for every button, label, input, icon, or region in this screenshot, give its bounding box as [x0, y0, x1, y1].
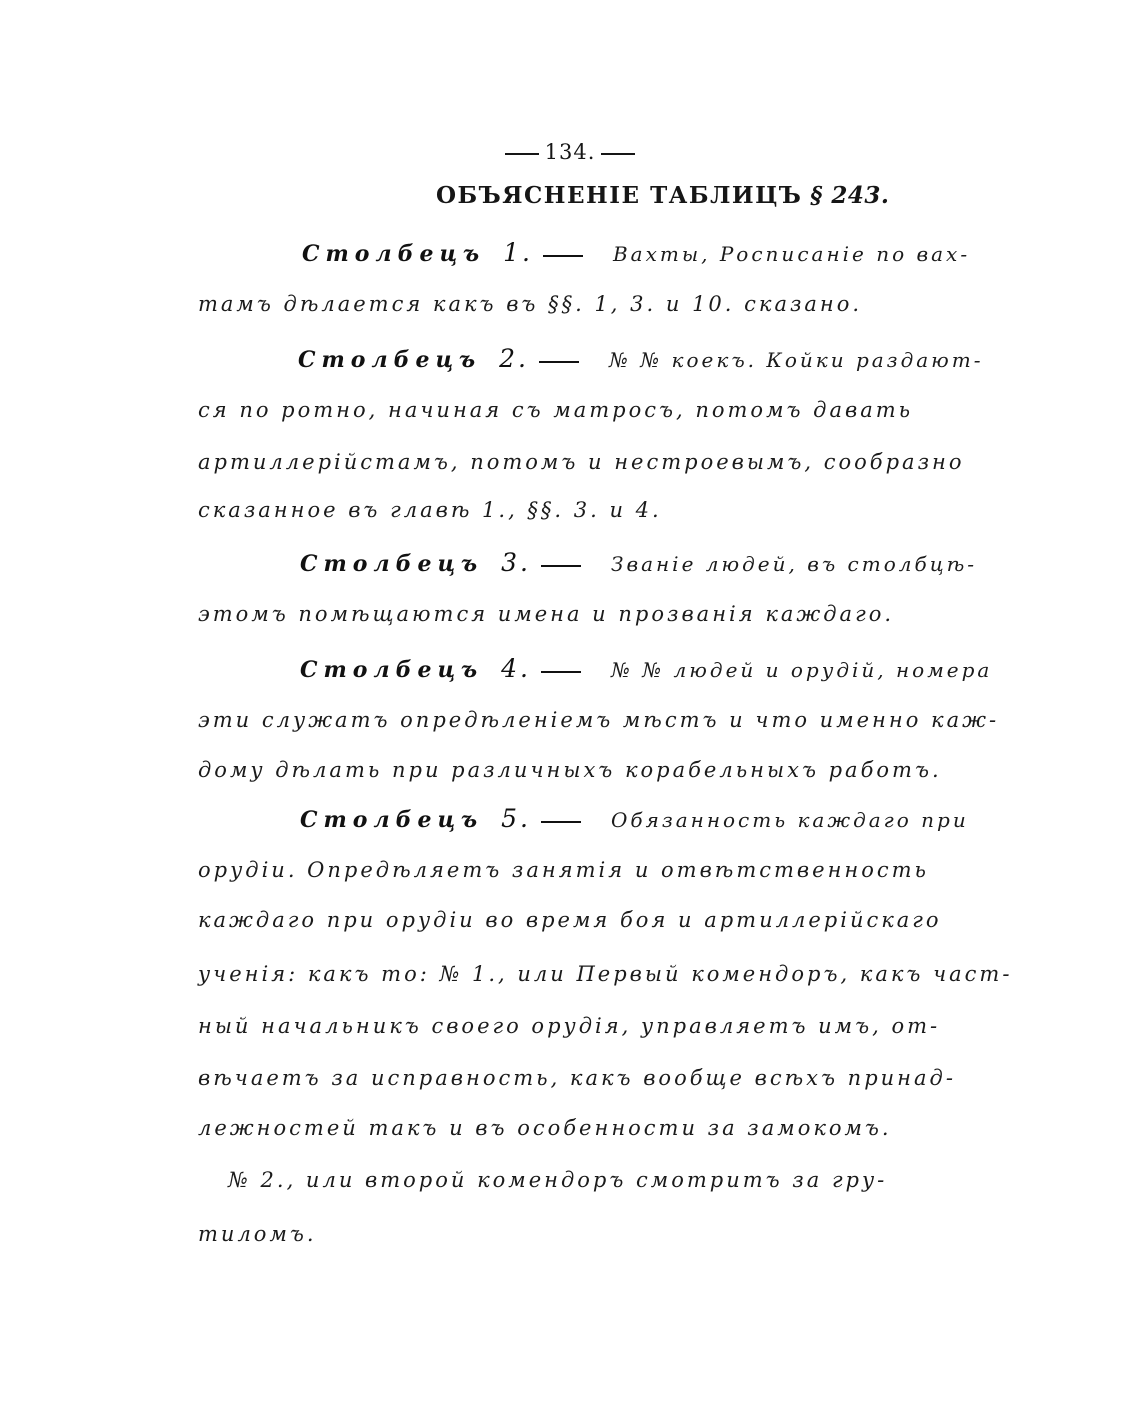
column-3-dash — [541, 565, 581, 567]
column-3-label: Столбецъ — [300, 551, 484, 577]
column-1-label: Столбецъ — [302, 241, 486, 267]
column-5-line-3: ученія: какъ то: № 1., или Первый комендоръ, какъ част- — [198, 962, 1013, 986]
column-3-first-line: Званіе людей, въ столбцѣ- — [610, 552, 978, 576]
column-2-line-2: артиллерійстамъ, потомъ и нестроевымъ, сообразно — [198, 450, 965, 474]
column-5-line-8: тиломъ. — [198, 1222, 317, 1246]
column-4-heading — [300, 654, 992, 683]
page-number-left-dash — [505, 153, 539, 155]
column-5-first-line: Обязанность каждаго при — [610, 808, 969, 832]
column-5-line-1: орудіи. Опредѣляетъ занятія и отвѣтственность — [198, 858, 929, 882]
column-5-line-5: вѣчаетъ за исправность, какъ вообще всѣхъ принад- — [198, 1066, 956, 1090]
column-5-dash — [541, 821, 581, 823]
column-3-line-1: этомъ помѣщаются имена и прозванія каждаго. — [198, 602, 895, 626]
page-title — [436, 182, 889, 209]
column-4-label: Столбецъ — [300, 657, 484, 683]
column-2-heading — [298, 344, 984, 373]
column-5-line-7: № 2., или второй комендоръ смотритъ за гру- — [228, 1168, 888, 1192]
column-4-line-1: эти служатъ опредѣленіемъ мѣстъ и что именно каж- — [198, 708, 1000, 732]
column-4-first-line: № № людей и орудій, номера — [610, 658, 993, 682]
column-2-dash — [539, 361, 579, 363]
page-number-right-dash — [601, 153, 635, 155]
column-1-dash — [543, 255, 583, 257]
column-5-line-2: каждаго при орудіи во время боя и артиллерійскаго — [198, 908, 942, 932]
column-3-number: 3. — [501, 548, 531, 577]
column-2-label: Столбецъ — [298, 347, 482, 373]
page-number-text: 134. — [544, 140, 596, 164]
column-1-first-line: Вахты, Росписаніе по вах- — [612, 242, 971, 266]
column-5-line-4: ный начальникъ своего орудія, управляетъ имъ, от- — [198, 1014, 941, 1038]
column-1-heading — [302, 238, 970, 267]
title-paragraph-ref: § 243. — [810, 182, 890, 209]
page-number — [0, 140, 1140, 164]
column-3-heading — [300, 548, 977, 577]
column-5-heading — [300, 804, 969, 833]
column-4-line-2: дому дѣлать при различныхъ корабельныхъ работъ. — [198, 758, 942, 782]
column-4-number: 4. — [501, 654, 531, 683]
column-5-label: Столбецъ — [300, 807, 484, 833]
column-2-line-3: сказанное въ главѣ 1., §§. 3. и 4. — [198, 498, 662, 522]
title-text: ОБЪЯСНЕНІЕ ТАБЛИЦЪ — [436, 182, 803, 209]
column-1-line-1: тамъ дѣлается какъ въ §§. 1, 3. и 10. сказано. — [198, 292, 863, 316]
column-2-line-1: ся по ротно, начиная съ матросъ, потомъ давать — [198, 398, 914, 422]
column-4-dash — [541, 671, 581, 673]
column-2-first-line: № № коекъ. Койки раздают- — [608, 348, 984, 372]
column-1-number: 1. — [503, 238, 533, 267]
column-5-line-6: лежностей такъ и въ особенности за замокомъ. — [198, 1116, 892, 1140]
column-2-number: 2. — [499, 344, 529, 373]
column-5-number: 5. — [501, 804, 531, 833]
